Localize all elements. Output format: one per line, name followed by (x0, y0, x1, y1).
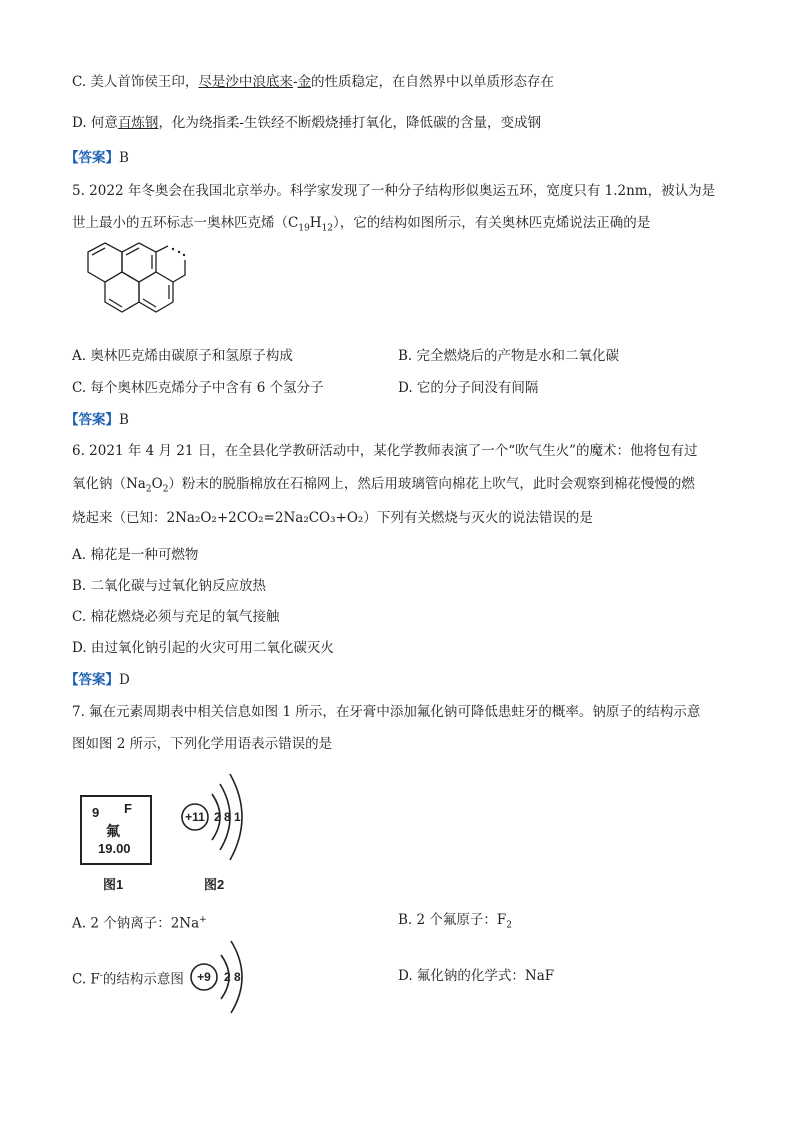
q7-option-b (398, 910, 512, 936)
underlined-text: 金 (297, 74, 311, 90)
figure2-caption: 图2 (204, 877, 225, 892)
chemical-equation: 2Na₂O₂+2CO₂=2Na₂CO₃+O₂ (166, 510, 364, 526)
q5-option-a: A. 奥林匹克烯由碳原子和氢原子构成 (72, 348, 293, 364)
underlined-text: 百炼钢 (117, 115, 159, 131)
text: 氧化钠（Na (72, 476, 146, 492)
q6-option-a: A. 棉花是一种可燃物 (72, 547, 199, 563)
subscript: 2 (506, 920, 512, 931)
q7-option-a (72, 910, 207, 934)
text: ）下列有关燃烧与灭火的说法错误的是 (363, 510, 593, 526)
text: ）粉末的脱脂棉放在石棉网上，然后用玻璃管向棉花上吹气，此时会观察到棉花慢慢的燃 (168, 476, 695, 492)
q4-option-d (72, 113, 541, 133)
figure2-sodium-atom-diagram (178, 766, 258, 866)
subscript: 12 (321, 223, 334, 234)
superscript: + (199, 915, 207, 925)
q6-stem-line1: 6. 2021 年 4 月 21 日，在全县化学教研活动中，某化学教师表演了一个“吹气生火”的魔术：他将包有过 (72, 443, 698, 459)
text: 世上最小的五环标志一奥林匹克烯（C (72, 215, 299, 231)
text: ），它的结构如图所示，有关奥林匹克烯说法正确的是 (333, 215, 651, 231)
electron-shells: 2 8 1 (214, 810, 241, 824)
answer-value: B (119, 150, 129, 166)
figure1-element-cell (80, 795, 152, 865)
q5-stem-line2 (72, 213, 650, 239)
answer-value: D (119, 672, 130, 688)
nucleus-charge: +9 (197, 970, 211, 984)
q5-option-d: D. 它的分子间没有间隔 (398, 380, 539, 396)
q6-stem-line3 (72, 508, 593, 528)
q4-answer (65, 148, 129, 168)
text: 的性质稳定，在自然界中以单质形态存在 (311, 74, 554, 90)
subscript: 2 (145, 484, 152, 495)
subscript: 2 (162, 484, 169, 495)
text: 烧起来（已知： (72, 510, 167, 526)
q7-option-c (72, 966, 184, 990)
q6-option-c: C. 棉花燃烧必须与充足的氧气接触 (72, 609, 280, 625)
q5-option-c: C. 每个奥林匹克烯分子中含有 6 个氢分子 (72, 380, 324, 396)
q5-option-b: B. 完全燃烧后的产物是水和二氧化碳 (398, 348, 620, 364)
q6-option-b: B. 二氧化碳与过氧化钠反应放热 (72, 578, 267, 594)
answer-label: 【答案】 (65, 412, 119, 428)
answer-value: B (119, 412, 129, 428)
text: H (309, 215, 322, 231)
fluoride-ion-structure-diagram (188, 935, 258, 1019)
q4-option-c (72, 72, 554, 92)
electron-shells: 2 8 (224, 970, 241, 984)
text: D. 何意 (72, 115, 118, 131)
q6-answer (65, 670, 130, 690)
text: O (151, 476, 163, 492)
answer-label: 【答案】 (65, 150, 119, 166)
text: C. F (72, 971, 100, 988)
subscript: 19 (298, 223, 310, 234)
q7-option-d: D. 氟化钠的化学式：NaF (398, 968, 555, 984)
text: 的结构示意图 (102, 971, 184, 988)
olympicene-structure-diagram (68, 240, 198, 335)
q7-stem-line1: 7. 氟在元素周期表中相关信息如图 1 所示，在牙膏中添加氟化钠可降低患蛀牙的概率。钠原子的结构示意 (72, 704, 701, 720)
element-name: 氟 (106, 824, 120, 840)
text: - (292, 74, 298, 90)
superscript: - (99, 971, 103, 981)
text: B. 2 个氟原子：F (398, 912, 507, 928)
q6-stem-line2 (72, 474, 695, 500)
nucleus-charge: +11 (185, 810, 205, 824)
q6-option-d: D. 由过氧化钠引起的火灾可用二氧化碳灭火 (72, 640, 334, 656)
q7-stem-line2: 图如图 2 所示，下列化学用语表示错误的是 (72, 736, 333, 752)
text: A. 2 个钠离子：2Na (72, 915, 200, 932)
underlined-text: 尽是沙中浪底来 (198, 74, 293, 90)
text: ，化为绕指柔-生铁经不断煅烧捶打氧化，降低碳的含量，变成钢 (158, 115, 541, 131)
atomic-mass: 19.00 (98, 841, 131, 856)
q5-answer (65, 410, 129, 430)
answer-label: 【答案】 (65, 672, 119, 688)
q5-stem-line1: 5. 2022 年冬奥会在我国北京举办。科学家发现了一种分子结构形似奥运五环，宽度只有 1.2nm，被认为是 (72, 183, 716, 199)
figure1-caption: 图1 (103, 877, 124, 892)
text: C. 美人首饰侯王印， (72, 74, 199, 90)
element-symbol: F (124, 801, 132, 816)
atomic-number: 9 (92, 805, 100, 820)
